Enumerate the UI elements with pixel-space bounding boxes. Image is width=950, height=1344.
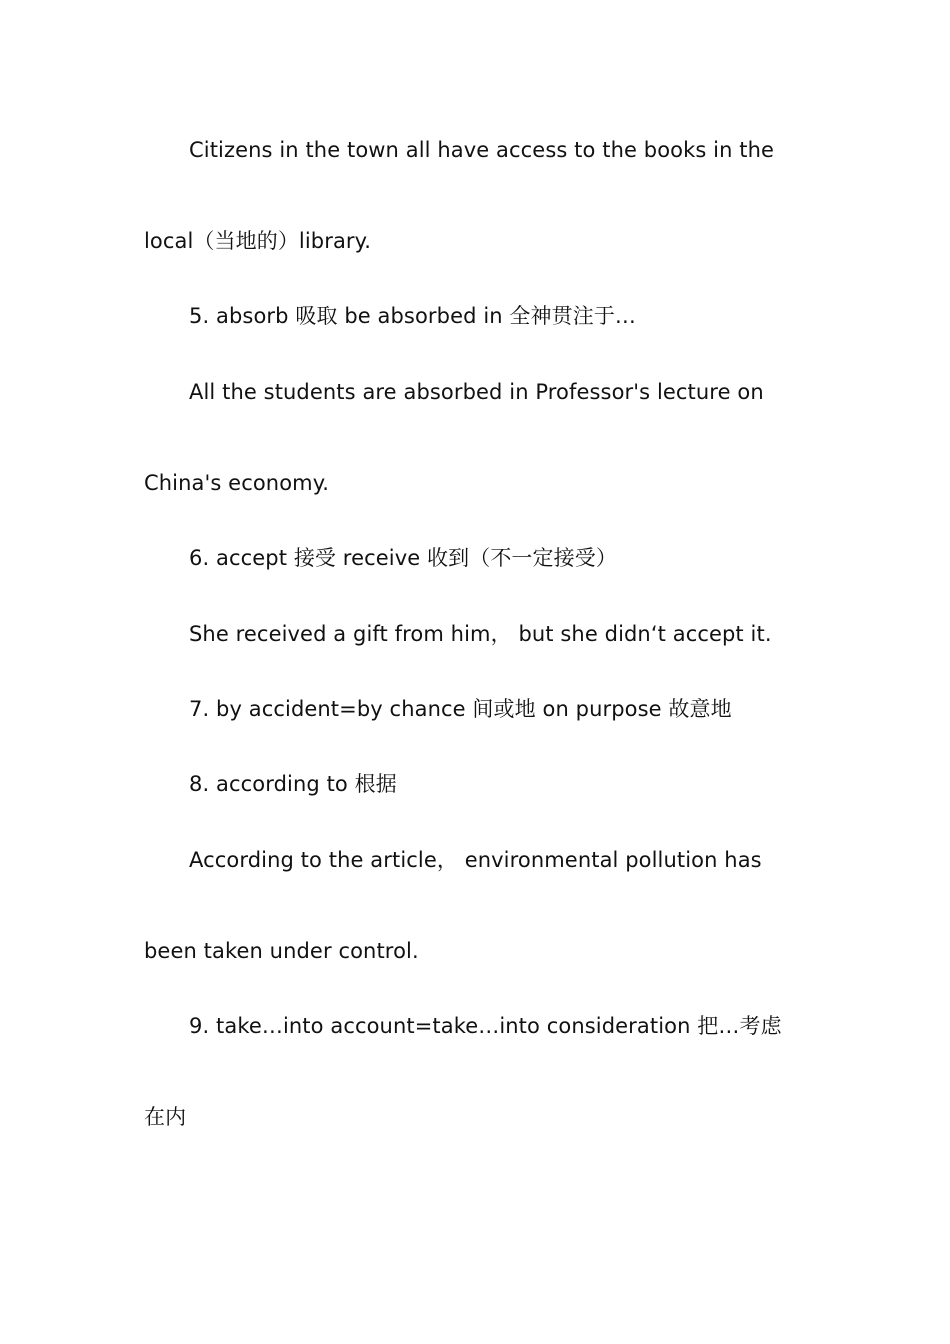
vocab-entry-9: 9. take…into account=take…into consideration 把…考虑 — [189, 1014, 782, 1038]
text-line: She received a gift from him， but she didn‘t accept it. — [189, 622, 772, 646]
vocab-entry-7: 7. by accident=by chance 间或地 on purpose 故意地 — [189, 697, 732, 721]
vocab-entry-5: 5. absorb 吸取 be absorbed in 全神贯注于… — [189, 304, 637, 328]
text-line: All the students are absorbed in Professor's lecture on — [189, 380, 764, 404]
text-line: local（当地的）library. — [144, 229, 371, 253]
text-line: 在内 — [144, 1105, 187, 1129]
vocab-entry-6: 6. accept 接受 receive 收到（不一定接受） — [189, 546, 617, 570]
text-line: Citizens in the town all have access to the books in the — [189, 138, 775, 162]
vocab-entry-8: 8. according to 根据 — [189, 772, 397, 796]
text-line: China's economy. — [144, 471, 330, 495]
text-line: been taken under control. — [144, 939, 419, 963]
text-line: According to the article， environmental pollution has — [189, 848, 762, 872]
